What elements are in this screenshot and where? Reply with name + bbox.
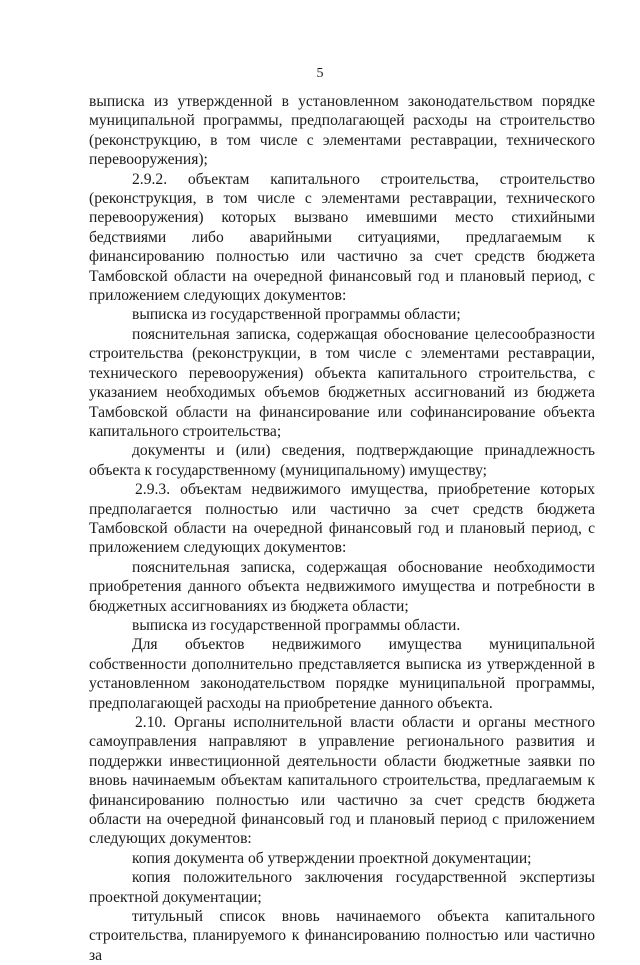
paragraph: выписка из государственной программы области. — [132, 616, 461, 634]
paragraph: Для объектов недвижимого имущества муниципальной собственности дополнительно представляется выписка из утвержденной в установленном законодательством порядке муниципальной программы, предполагающей расходы на приобретение данного объекта. — [89, 636, 595, 712]
paragraph: пояснительная записка, содержащая обоснование необходимости приобретения данного объекта недвижимого имущества и потребности в бюджетных ассигнованиях из бюджета области; — [89, 558, 595, 615]
paragraph: документы и (или) сведения, подтверждающие принадлежность объекта к государственному (муниципальному) имуществу; — [89, 442, 595, 479]
paragraph: копия документа об утверждении проектной документации; — [132, 849, 532, 867]
page-number: 5 — [316, 66, 324, 81]
paragraph: 2.9.3. объектам недвижимого имущества, приобретение которых предполагается полностью или частично за счет средств бюджета Тамбовской области на очередной финансовый год и плановый период, с приложением следующих документов: — [89, 481, 595, 557]
paragraph: титульный список вновь начинаемого объекта капитального строительства, планируемого к финансированию полностью или частично за — [89, 908, 595, 964]
paragraph: 2.10. Органы исполнительной власти области и органы местного самоуправления направляют в управление регионального развития и поддержки инвестиционной деятельности области бюджетные заявки по вновь начинаемым объектам капитального строительства, предлагаемым к финансированию полностью или частично за счет средств бюджета области на очередной финансовый год и плановый период с приложением следующих документов: — [89, 714, 595, 848]
paragraph: выписка из государственной программы области; — [132, 306, 461, 324]
paragraph: 2.9.2. объектам капитального строительства, строительство (реконструкция, в том числе с элементами реставрации, технического перевооружения) которых вызвано имевшими место стихийными бедствиями либо аварийными ситуациями, предлагаемым к финансированию полностью или частично за счет средств бюджета Тамбовской области на очередной финансовый год и плановый период, с приложением следующих документов: — [89, 170, 595, 305]
paragraph: копия положительного заключения государственной экспертизы проектной документации; — [89, 869, 595, 906]
paragraph: выписка из утвержденной в установленном законодательством порядке муниципальной программы, предполагающей расходы на строительство (реконструкцию, в том числе с элементами реставрации, технического перевооружения); — [89, 93, 595, 169]
paragraph: пояснительная записка, содержащая обоснование целесообразности строительства (реконструкции, в том числе с элементами реставрации, технического перевооружения) объекта капитального строительства, с указанием необходимых объемов бюджетных ассигнований из бюджета Тамбовской области на финансирование или софинансирование объекта капитального строительства; — [89, 325, 595, 440]
document-body — [89, 92, 595, 965]
